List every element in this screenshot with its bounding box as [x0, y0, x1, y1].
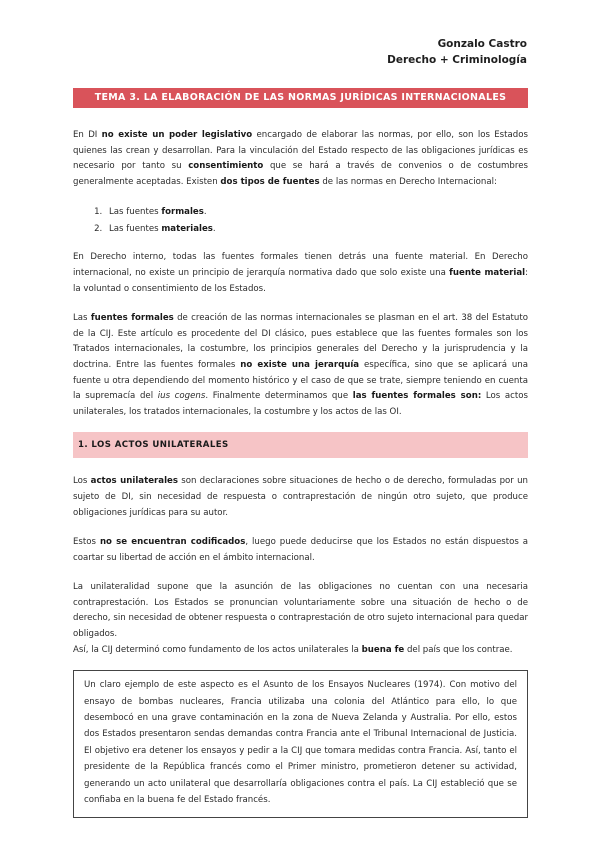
intro-paragraph: En DI no existe un poder legislativo encargado de elaborar las normas, por ello, son los Estados quienes las crean y desarrollan. Para la vinculación del Estado respecto de las obligaciones jurídicas es necesario por tanto su consentimiento que se hará a través de convenios o de costumbres generalmente aceptadas. Existen dos tipos de fuentes de las normas en Derecho Internacional: — [73, 130, 528, 187]
paragraph-codificacion: Estos no se encuentran codificados, luego puede deducirse que los Estados no están dispuestos a coartar su libertad de acción en el ámbito internacional. — [73, 537, 529, 563]
paragraph-unilateralidad: La unilateralidad supone que la asunción de las obligaciones no cuentan con una necesaria contraprestación. Los Estados se pronuncian voluntariamente sobre una situación de hecho o de derecho, sin necesidad de obtener respuesta o contraprestación de otro sujeto internacional para quedar obligados. — [73, 582, 528, 640]
sources-list — [73, 204, 528, 238]
paragraph-buena-fe: Así, la CIJ determinó como fundamento de los actos unilaterales la buena fe del país que los contrae. — [73, 644, 513, 655]
chapter-title: TEMA 3. LA ELABORACIÓN DE LAS NORMAS JURÍDICAS INTERNACIONALES — [73, 88, 528, 108]
document-header — [387, 36, 527, 68]
example-box: Un claro ejemplo de este aspecto es el Asunto de los Ensayos Nucleares (1974). Con motivo del ensayo de bombas nucleares, Francia utilizaba una colonia del Atlántico para ello, lo que desembocó en una grave contaminación en la zona de Nueva Zelanda y Australia. Por ello, estos dos Estados presentaron sendas demandas contra Francia ante el Tribunal Internacional de Justicia. El objetivo era detener los ensayos y pedir a la CIJ que tomara medidas contra Francia. Así, tanto el presidente de la República francés como el Primer ministro, prometieron detener su actividad, generando un acto unilateral que desarrollaría obligaciones contra el país. La CIJ estableció que se confiaba en la buena fe del Estado francés. — [73, 670, 528, 817]
document-body — [73, 128, 528, 818]
author-name: Gonzalo Castro — [437, 38, 527, 50]
subject-name: Derecho + Criminología — [387, 54, 527, 66]
list-item: 1. Las fuentes formales. — [105, 204, 528, 221]
paragraph-actos-unilaterales: Los actos unilaterales son declaraciones sobre situaciones de hecho o de derecho, formuladas por un sujeto de DI, sin necesidad de respuesta o contraprestación de ningún otro sujeto, que produce obligaciones jurídicas para su autor. — [73, 476, 528, 518]
list-item: 2. Las fuentes materiales. — [105, 221, 528, 238]
section-heading: 1. LOS ACTOS UNILATERALES — [73, 432, 528, 458]
paragraph-derecho-interno: En Derecho interno, todas las fuentes formales tienen detrás una fuente material. En Derecho internacional, no existe un principio de jerarquía normativa dado que solo existe una fuente material: la voluntad o consentimiento de los Estados. — [73, 252, 528, 294]
paragraph-fuentes-formales: Las fuentes formales de creación de las normas internacionales se plasman en el art. 38 del Estatuto de la CIJ. Este artículo es procedente del DI clásico, pues establece que las fuentes formales son los Tratados internacionales, la costumbre, los principios generales del Derecho y la jurisprudencia y la doctrina. Entre las fuentes formales no existe una jerarquía específica, sino que se aplicará una fuente u otra dependiendo del momento histórico y el caso de que se trate, siempre teniendo en cuenta la supremacía del ius cogens. Finalmente determinamos que las fuentes formales son: Los actos unilaterales, los tratados internacionales, la costumbre y los actos de las OI. — [73, 313, 529, 417]
